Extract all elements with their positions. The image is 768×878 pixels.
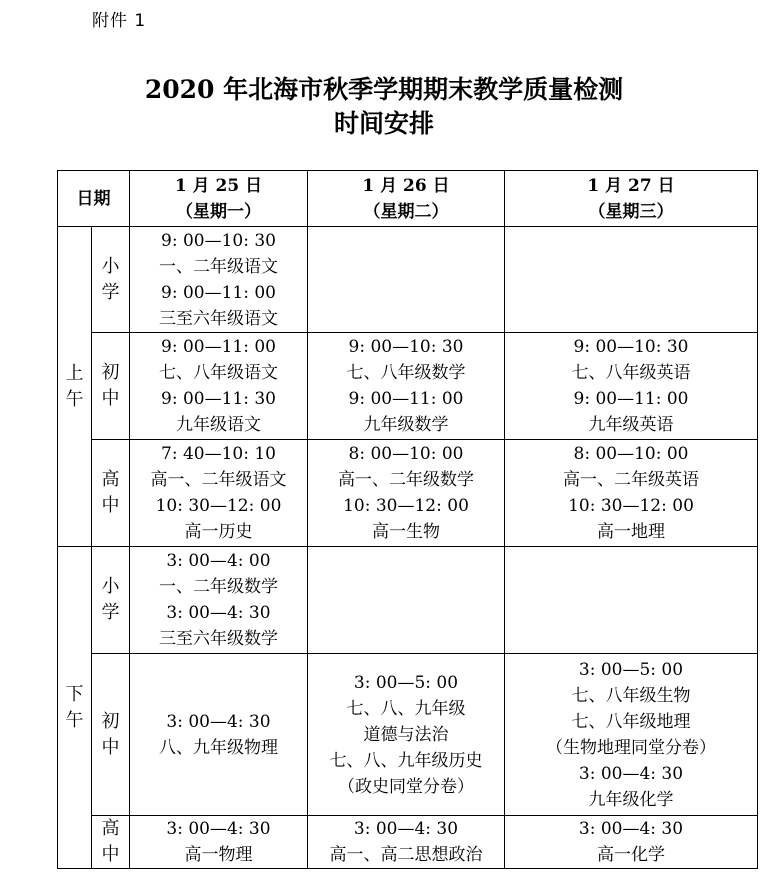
label-char: 中 xyxy=(101,388,120,409)
level-primary-label xyxy=(92,254,129,306)
day-weekday: （星期三） xyxy=(588,201,674,222)
level-cell xyxy=(92,654,130,816)
schedule-cell xyxy=(308,654,505,816)
schedule-cell xyxy=(130,440,308,547)
schedule-line: 3: 00—4: 30 xyxy=(166,603,271,623)
table-row xyxy=(58,440,758,547)
schedule-line: 三至六年级语文 xyxy=(159,308,278,329)
level-primary-label xyxy=(92,574,129,626)
level-cell xyxy=(92,333,130,440)
schedule-line: 一、二年级数学 xyxy=(159,577,278,597)
schedule-line: 3: 00—4: 30 xyxy=(578,819,684,839)
table-row xyxy=(58,654,758,816)
schedule-cell xyxy=(505,816,758,869)
table-row xyxy=(58,547,758,654)
schedule-line: 七、八、九年级 xyxy=(346,698,466,719)
day-header-cell xyxy=(308,171,505,227)
label-char: 下 xyxy=(65,683,84,705)
document-subtitle: 时间安排 xyxy=(333,109,434,138)
header-row xyxy=(58,171,758,227)
schedule-line: 9: 00—11: 00 xyxy=(573,389,689,409)
schedule-line: 高一地理 xyxy=(597,522,665,542)
period-morning-cell xyxy=(58,227,92,547)
schedule-line: 九年级化学 xyxy=(588,789,674,810)
schedule-cell xyxy=(308,227,505,333)
level-junior-label xyxy=(92,709,129,761)
schedule-cell xyxy=(130,547,308,654)
schedule-line: （生物地理同堂分卷） xyxy=(546,737,716,758)
schedule-cell xyxy=(308,547,505,654)
schedule-line: 八、九年级物理 xyxy=(159,737,278,758)
level-senior-label xyxy=(92,816,129,868)
schedule-cell xyxy=(505,227,758,333)
document-title: 2020 年北海市秋季学期期末教学质量检测 xyxy=(144,75,624,104)
schedule-line: 高一、高二思想政治 xyxy=(329,845,483,865)
schedule-line: 道德与法治 xyxy=(363,724,449,745)
schedule-line: 9: 00—10: 30 xyxy=(348,337,464,357)
schedule-line: 3: 00—5: 00 xyxy=(353,672,459,693)
schedule-line: 3: 00—5: 00 xyxy=(578,659,684,680)
schedule-line: 高一、二年级英语 xyxy=(563,470,699,490)
schedule-cell xyxy=(308,440,505,547)
period-afternoon-label xyxy=(58,682,91,734)
day-date: 1 月 25 日 xyxy=(174,175,263,196)
level-cell xyxy=(92,816,130,869)
day-weekday: （星期一） xyxy=(176,201,261,222)
day-header-cell xyxy=(505,171,758,227)
label-char: 学 xyxy=(101,602,120,623)
schedule-line: 高一物理 xyxy=(184,845,253,865)
schedule-cell xyxy=(130,333,308,440)
label-char: 小 xyxy=(101,255,120,277)
schedule-line: 一、二年级语文 xyxy=(159,256,278,277)
label-char: 中 xyxy=(101,844,120,865)
schedule-line: 8: 00—10: 00 xyxy=(348,444,464,464)
schedule-cell xyxy=(505,547,758,654)
schedule-line: 9: 00—11: 00 xyxy=(348,389,464,409)
label-char: 中 xyxy=(101,495,120,516)
schedule-line: 9: 00—10: 30 xyxy=(161,230,276,251)
table-row xyxy=(58,816,758,869)
schedule-cell xyxy=(130,654,308,816)
schedule-line: 9: 00—11: 00 xyxy=(161,282,276,303)
label-char: 高 xyxy=(101,818,120,839)
day-weekday: （星期二） xyxy=(363,201,449,222)
schedule-line: 九年级语文 xyxy=(176,415,261,435)
schedule-line: 9: 00—11: 00 xyxy=(161,337,276,357)
schedule-line: 九年级英语 xyxy=(588,415,674,435)
schedule-line: 7: 40—10: 10 xyxy=(161,444,276,464)
schedule-line: 高一、二年级数学 xyxy=(338,470,474,490)
label-char: 午 xyxy=(65,709,84,731)
schedule-line: 九年级数学 xyxy=(363,415,449,435)
table-row xyxy=(58,333,758,440)
schedule-line: 七、八年级生物 xyxy=(571,685,691,706)
level-cell xyxy=(92,547,130,654)
period-morning-label xyxy=(58,361,91,413)
schedule-line: 9: 00—10: 30 xyxy=(573,337,689,357)
schedule-line: 3: 00—4: 30 xyxy=(578,763,684,784)
schedule-cell xyxy=(308,816,505,869)
schedule-cell xyxy=(505,333,758,440)
schedule-line: 8: 00—10: 00 xyxy=(573,444,689,464)
schedule-line: 3: 00—4: 30 xyxy=(166,711,271,732)
day-date: 1 月 27 日 xyxy=(587,175,675,196)
period-afternoon-cell xyxy=(58,547,92,869)
schedule-line: 七、八年级数学 xyxy=(346,363,466,383)
label-char: 初 xyxy=(101,710,120,732)
level-senior-label xyxy=(92,467,129,519)
schedule-line: 3: 00—4: 30 xyxy=(353,819,459,839)
schedule-line: 9: 00—11: 30 xyxy=(161,389,276,409)
label-char: 高 xyxy=(101,469,120,490)
label-char: 午 xyxy=(65,388,84,410)
schedule-line: 10: 30—12: 00 xyxy=(155,496,282,516)
attachment-label: 附件 1 xyxy=(92,11,147,31)
schedule-line: 七、八年级英语 xyxy=(571,363,691,383)
schedule-line: 七、八年级语文 xyxy=(159,363,278,383)
schedule-line: 高一、二年级语文 xyxy=(150,470,287,490)
label-char: 学 xyxy=(101,281,120,303)
schedule-line: 3: 00—4: 30 xyxy=(166,819,271,839)
level-junior-label xyxy=(92,360,129,412)
schedule-line: 10: 30—12: 00 xyxy=(343,496,469,516)
schedule-cell xyxy=(308,333,505,440)
day-date: 1 月 26 日 xyxy=(362,175,450,196)
date-header-label: 日期 xyxy=(76,188,111,209)
label-char: 中 xyxy=(101,736,120,758)
schedule-cell xyxy=(130,227,308,333)
schedule-line: （政史同堂分卷） xyxy=(338,776,474,797)
schedule-line: 高一生物 xyxy=(372,522,440,542)
label-char: 上 xyxy=(65,362,84,384)
schedule-line: 高一历史 xyxy=(184,522,253,542)
date-header-cell xyxy=(58,171,130,227)
label-char: 小 xyxy=(101,576,120,597)
schedule-cell xyxy=(505,440,758,547)
schedule-line: 10: 30—12: 00 xyxy=(568,496,694,516)
schedule-line: 3: 00—4: 00 xyxy=(166,551,271,571)
label-char: 初 xyxy=(101,362,120,383)
level-cell xyxy=(92,227,130,333)
schedule-line: 三至六年级数学 xyxy=(159,629,278,649)
schedule-cell xyxy=(130,816,308,869)
schedule-table xyxy=(57,170,758,869)
schedule-line: 七、八年级地理 xyxy=(571,711,691,732)
day-header-cell xyxy=(130,171,308,227)
schedule-line: 高一化学 xyxy=(597,845,665,865)
schedule-line: 七、八、九年级历史 xyxy=(329,750,483,771)
level-cell xyxy=(92,440,130,547)
table-row xyxy=(58,227,758,333)
schedule-cell xyxy=(505,654,758,816)
